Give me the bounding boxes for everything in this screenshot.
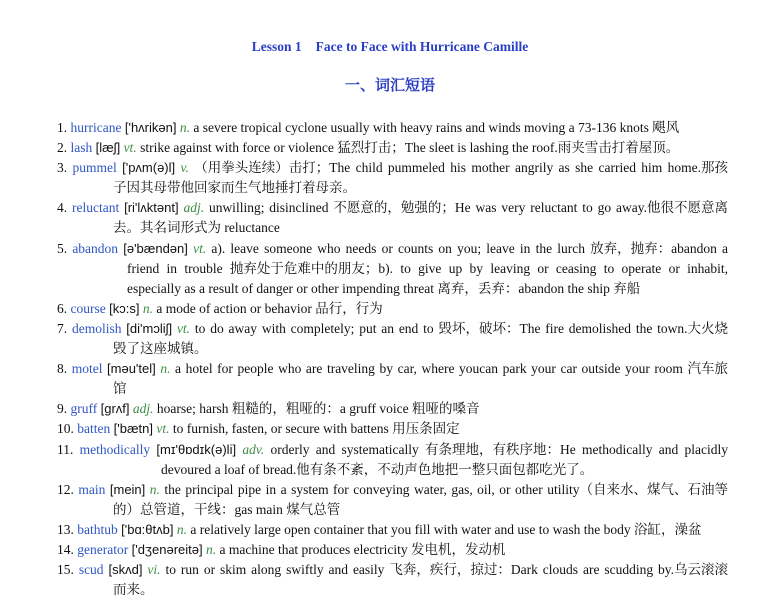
vocab-entry	[57, 419, 728, 439]
headword: pummel	[72, 160, 117, 176]
definition-text: to run or skim along swiftly and easily 飞奔，疾行，掠过：Dark clouds are scudding by.乌云滚滚	[165, 562, 729, 578]
vocab-entry	[57, 239, 728, 299]
headword: main	[78, 481, 106, 497]
phonetic: [məu'tel]	[107, 361, 156, 377]
phonetic: ['pʌm(ə)l]	[122, 160, 176, 176]
definition-continuation: 的）总管道，干线：gas main 煤气总管	[113, 501, 341, 517]
entry-number: 1.	[57, 120, 68, 135]
vocab-entry	[57, 440, 728, 480]
phonetic: [mein]	[109, 481, 146, 497]
definition-text: strike against with force or violence 猛烈打击；The sleet is lashing the roof.雨夹雪击打着屋顶。	[140, 140, 680, 156]
part-of-speech: n.	[176, 521, 187, 537]
headword: gruff	[70, 401, 98, 417]
definition-text: the principal pipe in a system for conveying water, gas, oil, or other utility（自来水、煤气、石油等	[164, 481, 729, 497]
definition-continuation: 毁了这座城镇。	[113, 341, 208, 357]
definition-text: unwilling; disinclined 不愿意的，勉强的；He was very reluctant to go away.他很不愿意离	[208, 200, 728, 216]
entry-first-line	[57, 560, 728, 580]
headword: methodically	[79, 441, 151, 457]
entry-first-line	[57, 359, 728, 379]
phonetic: [ri'lʌktənt]	[124, 200, 179, 216]
vocab-entry	[57, 118, 728, 138]
vocab-entry	[57, 198, 728, 238]
vocab-entry	[57, 480, 728, 520]
headword: batten	[77, 421, 111, 437]
part-of-speech: vt.	[176, 320, 191, 336]
definition-continuation: friend in trouble 抛弃处于危难中的朋友；b). to give up by leaving or ceasing to operate or inhabit,	[127, 260, 728, 276]
definition-text: a severe tropical cyclone usually with heavy rains and winds moving a 73-136 knots 飓风	[193, 120, 680, 135]
phonetic: [grʌf]	[100, 401, 130, 417]
part-of-speech: vt.	[123, 140, 137, 156]
entry-number: 4.	[57, 200, 68, 216]
entry-number: 5.	[57, 240, 68, 256]
part-of-speech: adj.	[183, 200, 205, 216]
headword: hurricane	[70, 120, 122, 135]
headword: scud	[78, 562, 104, 578]
entry-first-line	[57, 158, 728, 178]
entry-first-line	[57, 440, 728, 460]
headword: motel	[71, 361, 103, 377]
vocab-entry	[57, 520, 728, 540]
definition-continuation: 馆	[113, 381, 127, 397]
vocab-entry	[57, 158, 728, 198]
part-of-speech: vt.	[193, 240, 207, 256]
part-of-speech: v.	[180, 160, 189, 176]
phonetic: [læʃ]	[95, 140, 121, 156]
definition-text: orderly and systematically 有条理地，有秩序地：He methodically and placidly	[270, 441, 729, 457]
vocab-entry	[57, 299, 728, 319]
phonetic: [ə'bændən]	[123, 240, 188, 256]
definition-text: （用拳头连续）击打；The child pummeled his mother angrily as she carried him home.那孩	[194, 160, 729, 176]
definition-continuation: devoured a loaf of bread.他有条不紊，不动声色地把一整只面包都吃光了。	[161, 461, 594, 477]
definition-text: hoarse; harsh 粗糙的，粗哑的：a gruff voice 粗哑的嗓音	[156, 401, 480, 417]
entry-number: 12.	[57, 481, 74, 497]
part-of-speech: n.	[179, 120, 190, 135]
headword: bathtub	[77, 521, 118, 537]
vocab-entry	[57, 399, 728, 419]
headword: generator	[77, 541, 129, 557]
headword: course	[70, 300, 106, 316]
headword: reluctant	[71, 200, 120, 216]
phonetic: ['dʒenəreitə]	[131, 541, 203, 557]
vocabulary-list	[57, 118, 728, 600]
definition-text: a machine that produces electricity 发电机，发动机	[219, 541, 506, 557]
phonetic: ['hʌrikən]	[124, 120, 177, 135]
entry-number: 6.	[57, 300, 68, 316]
entry-first-line	[57, 520, 728, 540]
entry-first-line	[57, 540, 728, 560]
entry-number: 14.	[57, 541, 74, 557]
entry-first-line	[57, 239, 728, 259]
phonetic: [di'mɔliʃ]	[126, 320, 173, 336]
definition-continuation: especially as a result of danger or other impending threat 离弃，丢弃：abandon the ship 弃船	[127, 280, 641, 296]
phonetic: ['bɑ:θtʌb]	[121, 521, 174, 537]
definition-continuation: 子因其母带他回家而生气地捶打着母亲。	[113, 180, 356, 196]
lesson-name: Face to Face with Hurricane Camille	[315, 39, 529, 54]
definition-text: to do away with completely; put an end to 毁坏，破坏：The fire demolished the town.大火烧	[194, 320, 729, 336]
definition-text: a). leave someone who needs or counts on you; leave in the lurch 放弃，抛弃：abandon a	[211, 240, 729, 256]
headword: lash	[70, 140, 93, 156]
part-of-speech: n.	[205, 541, 217, 557]
headword: abandon	[72, 240, 119, 256]
entry-first-line	[57, 319, 728, 339]
phonetic: ['bætn]	[113, 421, 153, 437]
vocab-entry	[57, 138, 728, 158]
part-of-speech: vt.	[156, 421, 170, 437]
section-heading: 一、词汇短语	[344, 78, 435, 94]
vocab-entry	[57, 560, 728, 600]
phonetic: [skʌd]	[108, 562, 143, 578]
vocab-entry	[57, 359, 728, 399]
part-of-speech: n.	[149, 481, 160, 497]
entry-first-line	[57, 118, 728, 138]
entry-number: 11.	[57, 441, 74, 457]
lesson-number: Lesson 1	[251, 39, 302, 54]
entry-number: 13.	[57, 521, 74, 537]
part-of-speech: vi.	[147, 562, 161, 578]
entry-first-line	[57, 198, 728, 218]
entry-number: 10.	[57, 421, 74, 437]
part-of-speech: adj.	[132, 401, 154, 417]
lesson-title	[0, 37, 780, 57]
definition-text: to furnish, fasten, or secure with battens 用压条固定	[172, 421, 460, 437]
definition-text: a relatively large open container that you fill with water and use to wash the body 浴缸，澡盆	[190, 521, 702, 537]
entry-number: 7.	[57, 320, 68, 336]
definition-text: a hotel for people who are traveling by car, where youcan park your car outside your room 汽车旅	[175, 361, 728, 377]
entry-first-line	[57, 480, 728, 500]
vocab-entry	[57, 319, 728, 359]
entry-first-line	[57, 419, 728, 439]
vocab-entry	[57, 540, 728, 560]
entry-first-line	[57, 299, 728, 319]
headword: demolish	[71, 320, 122, 336]
definition-text: a mode of action or behavior 品行，行为	[156, 300, 383, 316]
entry-number: 9.	[57, 401, 68, 417]
entry-number: 15.	[57, 562, 74, 578]
phonetic: [mɪ'θɒdɪk(ə)li]	[156, 441, 237, 457]
definition-continuation: 而来。	[113, 582, 154, 598]
entry-number: 2.	[57, 140, 68, 156]
part-of-speech: n.	[160, 361, 171, 377]
phonetic: [kɔ:s]	[109, 300, 140, 316]
part-of-speech: n.	[142, 300, 153, 316]
entry-first-line	[57, 399, 728, 419]
entry-number: 8.	[57, 361, 68, 377]
entry-first-line	[57, 138, 728, 158]
part-of-speech: adv.	[242, 441, 265, 457]
definition-continuation: 去。其名词形式为 reluctance	[113, 220, 280, 236]
entry-number: 3.	[57, 160, 68, 176]
